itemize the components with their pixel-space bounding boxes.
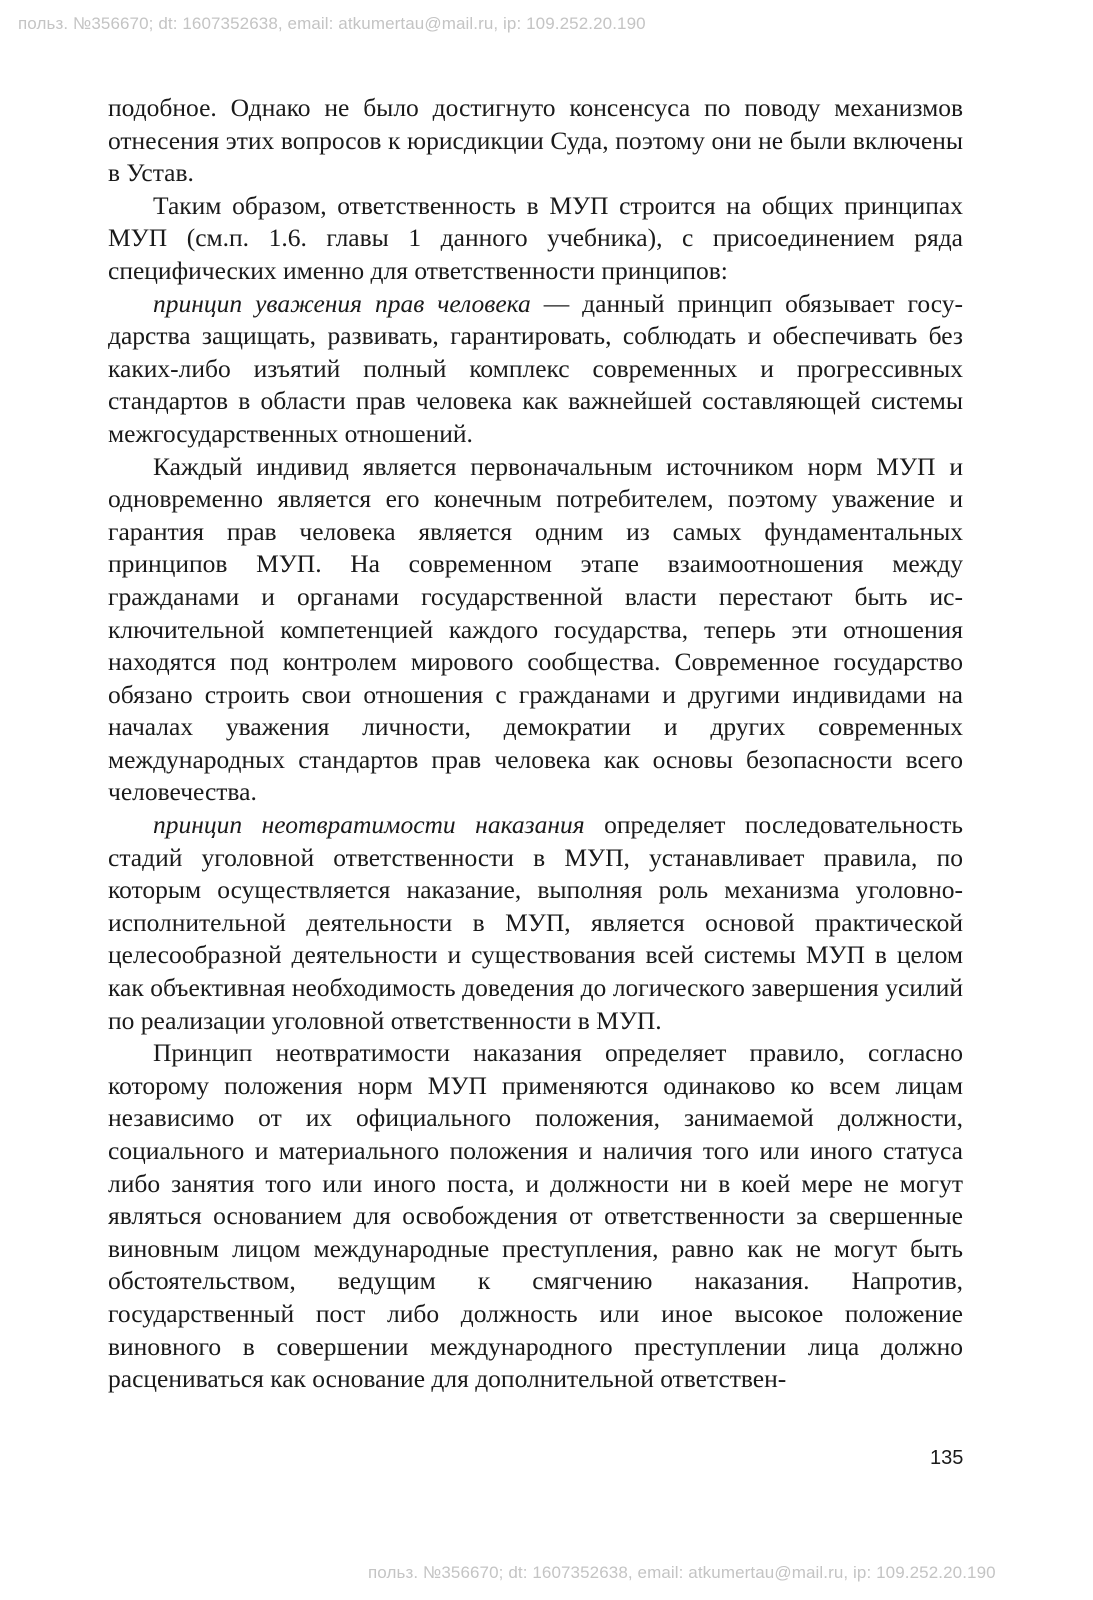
watermark-top: польз. №356670; dt: 1607352638, email: atkumertau@mail.ru, ip: 109.252.20.190	[18, 14, 646, 33]
paragraph-text: Таким образом, ответственность в МУП строится на общих принципах МУП (см.п. 1.6. главы 1 данного учебника), с присоединением ряда специфических именно для ответственности принципов:	[108, 190, 963, 285]
page-number: 135	[930, 1447, 964, 1469]
paragraph-2	[108, 190, 963, 288]
paragraph-text: Каждый индивид является первоначальным источником норм МУП и одновременно является его конечным потребителем, поэтому уважение и гарантия прав человека является одним из самых фундаментальных принципов МУП. На современном этапе взаимоотношения между гражданами и органами государственной власти перестают быть исключительной компетенцией каждого государства, теперь эти отношения находятся под контролем мирового сообщества. Современное государство обязано строить свои отношения с гражданами и другими индивидами на началах уважения личности, демократии и других современных международных стандартов прав человека как основы безопасности всего человечества.	[108, 451, 963, 807]
italic-term: принцип неотвратимости наказания	[153, 810, 585, 840]
paragraph-5	[108, 809, 963, 1037]
paragraph-6	[108, 1037, 963, 1396]
paragraph-text: — данный принцип обязывает государства защищать, развивать, гарантировать, соблюдать и обеспечивать без каких-либо изъятий полный комплекс современных и прогрессивных стандартов в области прав человека как важнейшей составляющей системы межгосударственных отношений.	[108, 288, 963, 448]
paragraph-1	[108, 92, 963, 190]
watermark-bottom: польз. №356670; dt: 1607352638, email: atkumertau@mail.ru, ip: 109.252.20.190	[368, 1563, 996, 1582]
paragraph-3	[108, 288, 963, 451]
paragraph-text: Принцип неотвратимости наказания определяет правило, согласно которому положения норм МУП применяются одинаково ко всем лицам независимо от их официального положения, занимаемой должности, социального и материального положения и наличия того или иного статуса либо занятия того или иного поста, и должности ни в коей мере не могут являться основанием для освобождения от ответственности за свершенные виновным лицом международные преступления, равно как не могут быть обстоятельством, ведущим к смягчению наказания. Напротив, государственный пост либо должность или иное высокое положение виновного в совершении международного преступлении лица должно расцениваться как основание для дополнительной ответствен-	[108, 1038, 963, 1394]
paragraph-text: подобное. Однако не было достигнуто консенсуса по поводу механизмов отнесения этих вопросов к юрисдикции Суда, поэтому они не были включены в Устав.	[108, 93, 963, 188]
paragraph-4	[108, 451, 963, 810]
page-text-body	[108, 92, 963, 1396]
paragraph-text: определяет последовательность стадий уголовной ответственности в МУП, устанавливает правила, по которым осуществляется наказание, выполняя роль механизма уголовно-исполнительной деятельности в МУП, является основой практической целесообразной деятельности и существования всей системы МУП в целом как объективная необходимость доведения до логического завершения усилий по реализации уголовной ответственности в МУП.	[108, 810, 963, 1035]
italic-term: принцип уважения прав человека	[153, 288, 531, 318]
